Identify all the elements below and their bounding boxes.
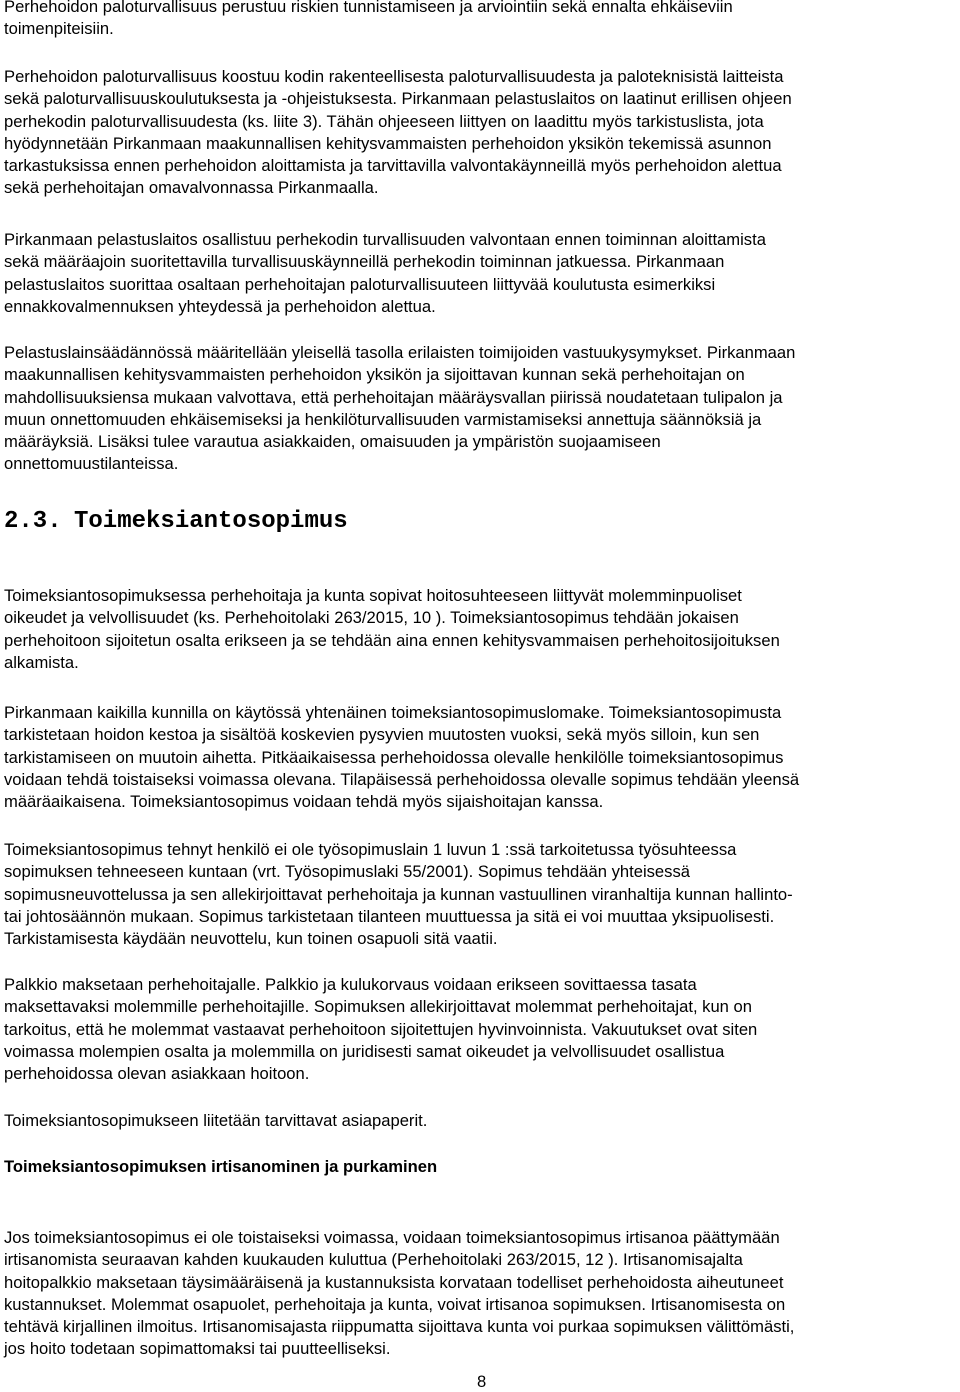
text-line: irtisanomista seuraavan kahden kuukauden kuluttua (Perhehoitolaki 263/2015, 12 ). Irtisanomisajalta (4, 1250, 743, 1270)
text-line: hoitopalkkio maksetaan täysimääräisenä ja kustannuksista korvataan todelliset perhehoidosta aiheutuneet (4, 1272, 784, 1292)
text-line: toimenpiteisiin. (4, 19, 114, 39)
paragraph-fee-payment (4, 974, 757, 1085)
section-heading (4, 507, 348, 537)
text-line: maksettavaksi molemmille perhehoitajille. Sopimuksen allekirjoittavat molemmat perhehoitajat, kun on (4, 997, 752, 1017)
text-line: perhehoitoon sijoitetun osalta erikseen ja se tehdään aina ennen kehitysvammaisen perhehoitosijoituksen (4, 630, 780, 650)
text-line: määräyksiä. Lisäksi tulee varautua asiakkaiden, omaisuuden ja ympäristön suojaamiseen (4, 432, 661, 452)
text-line: maakunnallisen kehitysvammaisten perhehoidon yksikön ja sijoittavan kunnan sekä perhehoitajan on (4, 365, 745, 385)
text-line: Toimeksiantosopimuksessa perhehoitaja ja kunta sopivat hoitosuhteeseen liittyvät molemminpuoliset (4, 586, 742, 605)
subheading-termination: Toimeksiantosopimuksen irtisanominen ja purkaminen (4, 1157, 438, 1176)
text-line: määräaikaisena. Toimeksiantosopimus voidaan tehdä myös sijaishoitajan kanssa. (4, 792, 604, 812)
text-line: tehtävä kirjallinen ilmoitus. Irtisanomisajasta riippumatta sijoittava kunta voi purkaa sopimuksen välittömästi, (4, 1317, 795, 1337)
text-line: sopimuksen tehneeseen kuntaan (vrt. Työsopimuslaki 55/2001). Sopimus tehdään yhteisessä (4, 862, 690, 882)
text-line: perhehoidossa olevan asiakkaan hoitoon. (4, 1064, 310, 1084)
text-line: Perhehoidon paloturvallisuus perustuu riskien tunnistamiseen ja arviointiin sekä ennalta ehkäiseviin (4, 0, 733, 16)
text-line: mahdollisuuksiensa mukaan valvottava, että perhehoitajan määräysvallan piirissä noudatetaan tulipalon ja (4, 387, 783, 407)
text-line: kustannukset. Molemmat osapuolet, perhehoitaja ja kunta, voivat irtisanoa sopimuksen. Irtisanomisesta on (4, 1294, 786, 1314)
paragraph-termination (4, 1227, 794, 1361)
text-line: Jos toimeksiantosopimus ei ole toistaiseksi voimassa, voidaan toimeksiantosopimus irtisanoa päättymään (4, 1228, 780, 1247)
paragraph-attachments (4, 1110, 427, 1132)
page-number: 8 (477, 1372, 487, 1391)
text-line: ennakkovalmennuksen yhteydessä ja perhehoidon alettua. (4, 296, 436, 316)
text-line: alkamista. (4, 652, 79, 672)
text-line: Pirkanmaan kaikilla kunnilla on käytössä yhtenäinen toimeksiantosopimuslomake. Toimeksiantosopimusta (4, 703, 782, 722)
section-title: Toimeksiantosopimus (74, 508, 348, 535)
paragraph-rescue-department (4, 229, 766, 318)
paragraph-fire-safety-intro (4, 0, 733, 41)
text-line: muun onnettomuuden ehkäisemiseksi ja henkilöturvallisuuden varmistamiseksi annettuja säännöksiä ja (4, 409, 762, 429)
text-line: onnettomuustilanteissa. (4, 454, 179, 474)
paragraph-fire-safety-components (4, 66, 792, 200)
text-line: perhekodin paloturvallisuudesta (ks. liite 3). Tähän ohjeeseen liittyen on laadittu myös tarkistuslista, jota (4, 111, 764, 131)
text-line: oikeudet ja velvollisuudet (ks. Perhehoitolaki 263/2015, 10 ). Toimeksiantosopimus tehdään jokaisen (4, 608, 739, 628)
text-line: Perhehoidon paloturvallisuus koostuu kodin rakenteellisesta paloturvallisuudesta ja paloteknisistä laitteista (4, 67, 784, 86)
text-line: voidaan tehdä toistaiseksi voimassa olevana. Tilapäisessä perhehoidossa olevalle sopimus tehdään yleensä (4, 769, 800, 789)
text-line: sekä perhehoitajan omavalvonnassa Pirkanmaalla. (4, 178, 379, 198)
paragraph-contract-definition (4, 585, 780, 674)
text-line: tarkoitus, että he molemmat vastaavat perhehoitoon sijoitettujen hyvinvoinnista. Vakuutukset ovat siten (4, 1019, 758, 1039)
text-line: Palkkio maksetaan perhehoitajalle. Palkkio ja kulukorvaus voidaan erikseen sovittaessa tasata (4, 975, 697, 994)
text-line: tai johtosäännön mukaan. Sopimus tarkistetaan tilanteen muuttuessa ja sitä ei voi muuttaa yksipuolisesti. (4, 906, 775, 926)
text-line: sekä määräajoin suoritettavilla turvallisuuskäynneillä perhekodin toiminnan jatkuessa. Pirkanmaan (4, 252, 725, 272)
text-line: Tarkistamisesta käydään neuvottelu, kun toinen osapuoli sitä vaatii. (4, 929, 498, 949)
text-line: tarkastuksissa ennen perhehoidon aloittamista ja tarvittavilla valvontakäynneillä myös perhehoidon alettua (4, 156, 782, 176)
document-page (4, 0, 956, 1392)
text-line: pelastuslaitos suorittaa osaltaan perhehoitajan paloturvallisuuteen liittyvää koulutusta esimerkiksi (4, 274, 716, 294)
paragraph-contract-form (4, 702, 799, 813)
text-line: tarkistetaan hoidon kestoa ja sisältöä koskevien pysyvien muutosten vuoksi, sekä myös silloin, kun sen (4, 725, 760, 745)
section-number: 2.3. (4, 508, 62, 535)
text-line: jos hoito todetaan sopimattomaksi tai puutteelliseksi. (4, 1339, 391, 1359)
text-line: sopimusneuvottelussa ja sen allekirjoittavat perhehoitaja ja kunnan vastuullinen viranhaltija kunnan hallinto- (4, 884, 793, 904)
text-line: tarkistamiseen on muutoin aihetta. Pitkäaikaisessa perhehoidossa olevalle henkilölle toimeksiantosopimus (4, 747, 784, 767)
paragraph-employment-status (4, 839, 793, 950)
text-line: voimassa molempien osalta ja molemmilla on juridisesti samat oikeudet ja velvollisuudet osallistua (4, 1041, 725, 1061)
paragraph-rescue-legislation (4, 342, 795, 476)
text-line: Pelastuslainsäädännössä määritellään yleisellä tasolla erilaisten toimijoiden vastuukysymykset. Pirkanmaan (4, 343, 796, 362)
text-line: Toimeksiantosopimukseen liitetään tarvittavat asiapaperit. (4, 1111, 428, 1130)
text-line: hyödynnetään Pirkanmaan maakunnallisen kehitysvammaisten perhehoidon yksikön tekemissä asunnon (4, 133, 772, 153)
text-line: Toimeksiantosopimus tehnyt henkilö ei ole työsopimuslain 1 luvun 1 :ssä tarkoitetussa työsuhteessa (4, 840, 737, 859)
text-line: Pirkanmaan pelastuslaitos osallistuu perhekodin turvallisuuden valvontaan ennen toiminnan aloittamista (4, 230, 766, 249)
text-line: sekä paloturvallisuuskoulutuksesta ja -ohjeistuksesta. Pirkanmaan pelastuslaitos on laatinut erillisen ohjeen (4, 89, 792, 109)
